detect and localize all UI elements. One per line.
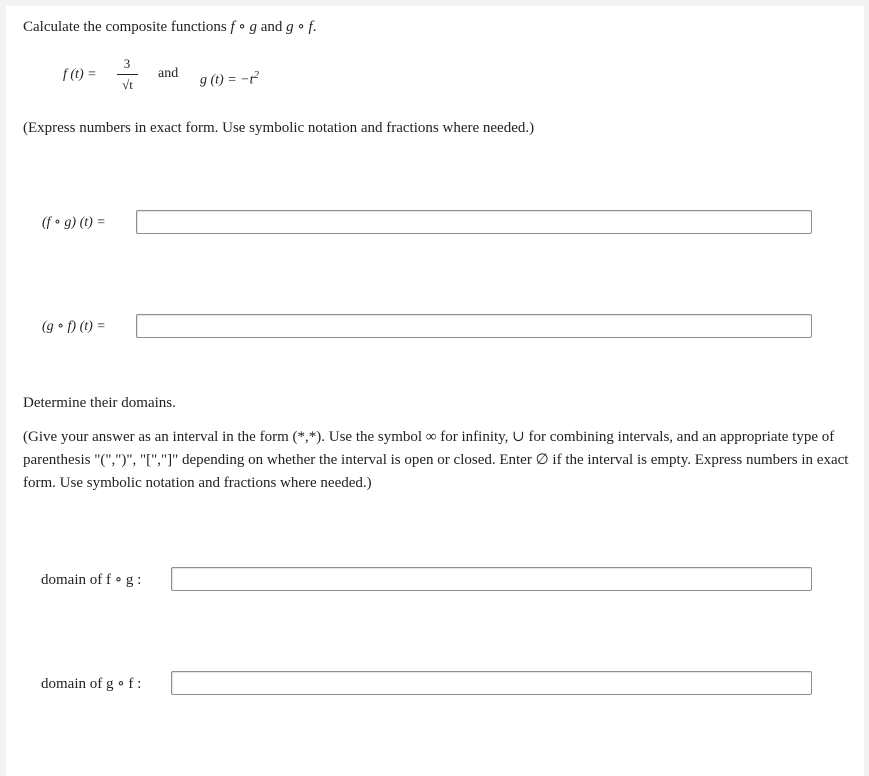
f-definition-lhs: f (t) = bbox=[63, 67, 97, 82]
instruction-text: Calculate the composite functions bbox=[23, 19, 227, 35]
g-exponent: 2 bbox=[253, 69, 259, 81]
fraction-bar bbox=[117, 74, 138, 75]
gof-input[interactable] bbox=[136, 314, 812, 338]
domain-gof-input[interactable] bbox=[171, 671, 812, 695]
f-numerator: 3 bbox=[123, 56, 131, 71]
fog-label: (f ∘ g) (t) = bbox=[42, 215, 106, 230]
g-definition bbox=[200, 66, 259, 90]
g-definition-text: g (t) = −t bbox=[200, 72, 254, 88]
period: . bbox=[312, 19, 317, 35]
fog-input[interactable] bbox=[136, 210, 812, 234]
instruction-line bbox=[23, 18, 316, 36]
gof-label: (g ∘ f) (t) = bbox=[42, 319, 106, 334]
domains-heading: Determine their domains. bbox=[23, 395, 176, 411]
f-denominator: √t bbox=[122, 77, 133, 92]
and-word: and bbox=[260, 19, 283, 35]
question-card bbox=[6, 6, 864, 776]
and-middle: and bbox=[158, 66, 179, 81]
gof-symbol: g ∘ f bbox=[286, 19, 313, 35]
domain-gof-label: domain of g ∘ f : bbox=[41, 676, 142, 692]
domain-fog-input[interactable] bbox=[171, 567, 812, 591]
interval-instructions: (Give your answer as an interval in the form (*,*). Use the symbol ∞ for infinity, ∪ for combining intervals, and an appropriate type of parenthesis "(",")", "[","]" depending on whether the interval is open or closed. Enter ∅ if the interval is empty. Express numbers in exact form. Use symbolic notation and fractions where needed.) bbox=[23, 429, 849, 491]
domain-fog-label: domain of f ∘ g : bbox=[41, 572, 142, 588]
exact-form-note: (Express numbers in exact form. Use symbolic notation and fractions where needed.) bbox=[23, 120, 535, 136]
fog-symbol: f ∘ g bbox=[230, 19, 257, 35]
